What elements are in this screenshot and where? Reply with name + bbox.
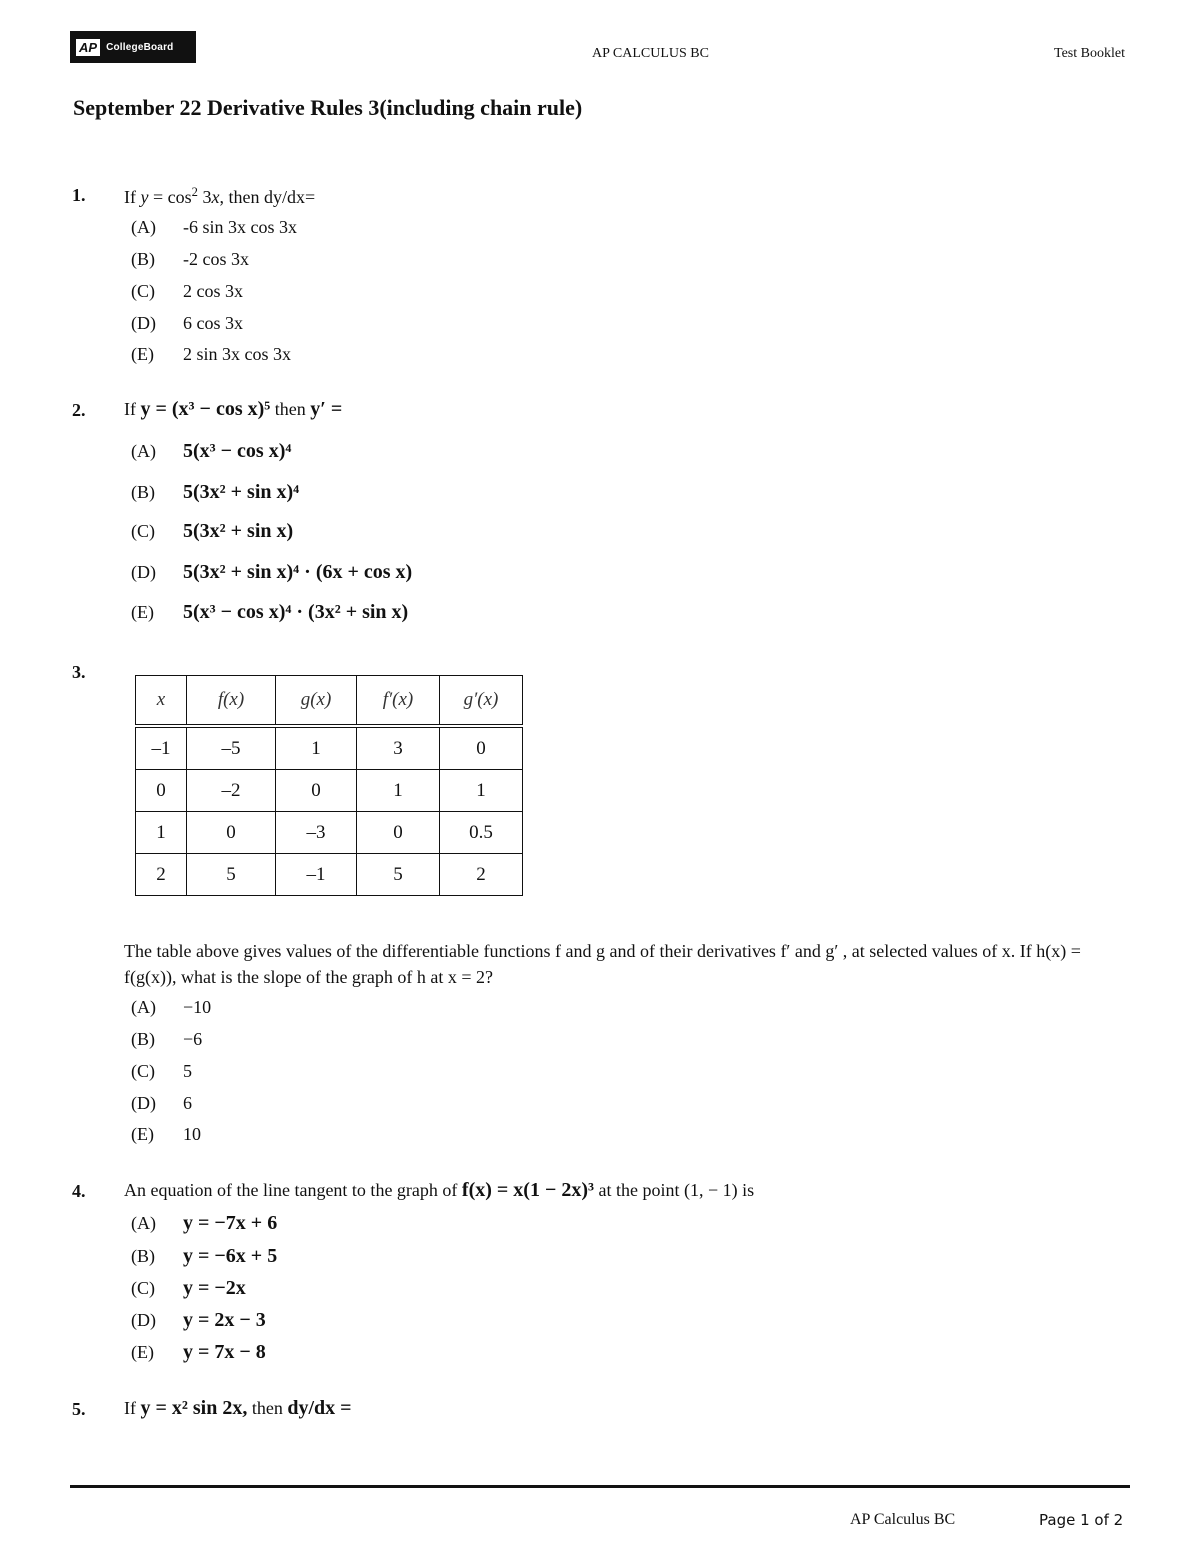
question-4-option-e[interactable]: (E) y = 7x − 8 — [131, 1341, 266, 1363]
table-row — [136, 726, 523, 770]
table-cell: 2 — [440, 854, 523, 896]
table-cell: –5 — [187, 726, 276, 770]
question-1-option-d[interactable]: (D) 6 cos 3x — [131, 313, 243, 333]
question-5-text: If y = x² sin 2x, then dy/dx = — [124, 1397, 352, 1419]
question-3-text: The table above gives values of the differentiable functions f and g and of their derivatives f′ and g′ , at selected values of x. If h(x) = f(g(x)), what is the slope of the graph of h at x = 2? — [124, 941, 1081, 987]
question-3-option-d[interactable]: (D) 6 — [131, 1093, 192, 1113]
question-2-option-e[interactable]: (E) 5(x³ − cos x)⁴ · (3x² + sin x) — [131, 601, 409, 623]
header-booklet: Test Booklet — [1054, 46, 1125, 61]
question-1-option-e[interactable]: (E) 2 sin 3x cos 3x — [131, 344, 291, 364]
table-cell: 0 — [276, 770, 357, 812]
ap-logo-mark: AP — [76, 39, 100, 56]
table-header-row — [136, 676, 523, 727]
footer-course: AP Calculus BC — [850, 1511, 956, 1528]
question-4-number: 4. — [72, 1181, 86, 1201]
table-header-cell: f′(x) — [357, 676, 440, 727]
table-cell: –1 — [136, 726, 187, 770]
table-header-cell: f(x) — [187, 676, 276, 727]
table-cell: –3 — [276, 812, 357, 854]
question-3-option-c[interactable]: (C) 5 — [131, 1061, 192, 1081]
question-1-option-b[interactable]: (B) -2 cos 3x — [131, 249, 249, 269]
question-1-option-c[interactable]: (C) 2 cos 3x — [131, 281, 243, 301]
question-2-option-a[interactable]: (A) 5(x³ − cos x)⁴ — [131, 440, 292, 462]
table-cell: –2 — [187, 770, 276, 812]
values-table — [135, 675, 523, 896]
question-5-number: 5. — [72, 1399, 86, 1419]
question-3-option-a[interactable]: (A) −10 — [131, 997, 212, 1017]
table-cell: 5 — [357, 854, 440, 896]
question-4-option-d[interactable]: (D) y = 2x − 3 — [131, 1309, 266, 1331]
table-cell: 1 — [440, 770, 523, 812]
question-2-option-d[interactable]: (D) 5(3x² + sin x)⁴ · (6x + cos x) — [131, 561, 413, 583]
table-cell: 1 — [276, 726, 357, 770]
table-cell: 0 — [136, 770, 187, 812]
table-cell: 1 — [136, 812, 187, 854]
question-2-option-b[interactable]: (B) 5(3x² + sin x)⁴ — [131, 481, 300, 503]
footer-divider — [70, 1485, 1130, 1488]
table-cell: 2 — [136, 854, 187, 896]
question-2-number: 2. — [72, 400, 86, 420]
question-3-number: 3. — [72, 662, 86, 682]
question-2-option-c[interactable]: (C) 5(3x² + sin x) — [131, 520, 294, 542]
table-row — [136, 854, 523, 896]
question-3-option-b[interactable]: (B) −6 — [131, 1029, 203, 1049]
page-title: September 22 Derivative Rules 3(including chain rule) — [73, 95, 583, 120]
table-header-cell: g(x) — [276, 676, 357, 727]
question-1-number: 1. — [72, 185, 86, 205]
header-course: AP CALCULUS BC — [592, 46, 709, 61]
table-cell: 1 — [357, 770, 440, 812]
question-2-text: If y = (x³ − cos x)⁵ then y′ = — [124, 398, 343, 420]
question-4-option-a[interactable]: (A) y = −7x + 6 — [131, 1212, 278, 1234]
question-4-text: An equation of the line tangent to the graph of f(x) = x(1 − 2x)³ at the point (1, − 1) is — [124, 1179, 755, 1201]
table-cell: 0.5 — [440, 812, 523, 854]
table-cell: 0 — [357, 812, 440, 854]
question-4-option-c[interactable]: (C) y = −2x — [131, 1277, 246, 1299]
footer-page-number: Page 1 of 2 — [1039, 1511, 1124, 1529]
question-4-option-b[interactable]: (B) y = −6x + 5 — [131, 1245, 278, 1267]
table-row — [136, 770, 523, 812]
question-1-option-a[interactable]: (A) -6 sin 3x cos 3x — [131, 217, 297, 237]
table-row — [136, 812, 523, 854]
college-board-logo — [70, 31, 196, 63]
question-1-text: If $y = \cos^2 3x$, then dy/dx= — [124, 185, 316, 207]
college-board-wordmark: CollegeBoard — [106, 41, 174, 53]
table-cell: 5 — [187, 854, 276, 896]
question-3-option-e[interactable]: (E) 10 — [131, 1124, 201, 1144]
derivative-expression: dy/dx = — [287, 1397, 352, 1419]
table-cell: 3 — [357, 726, 440, 770]
table-cell: 0 — [440, 726, 523, 770]
table-cell: –1 — [276, 854, 357, 896]
table-header-cell: x — [136, 676, 187, 727]
table-header-cell: g′(x) — [440, 676, 523, 727]
table-cell: 0 — [187, 812, 276, 854]
